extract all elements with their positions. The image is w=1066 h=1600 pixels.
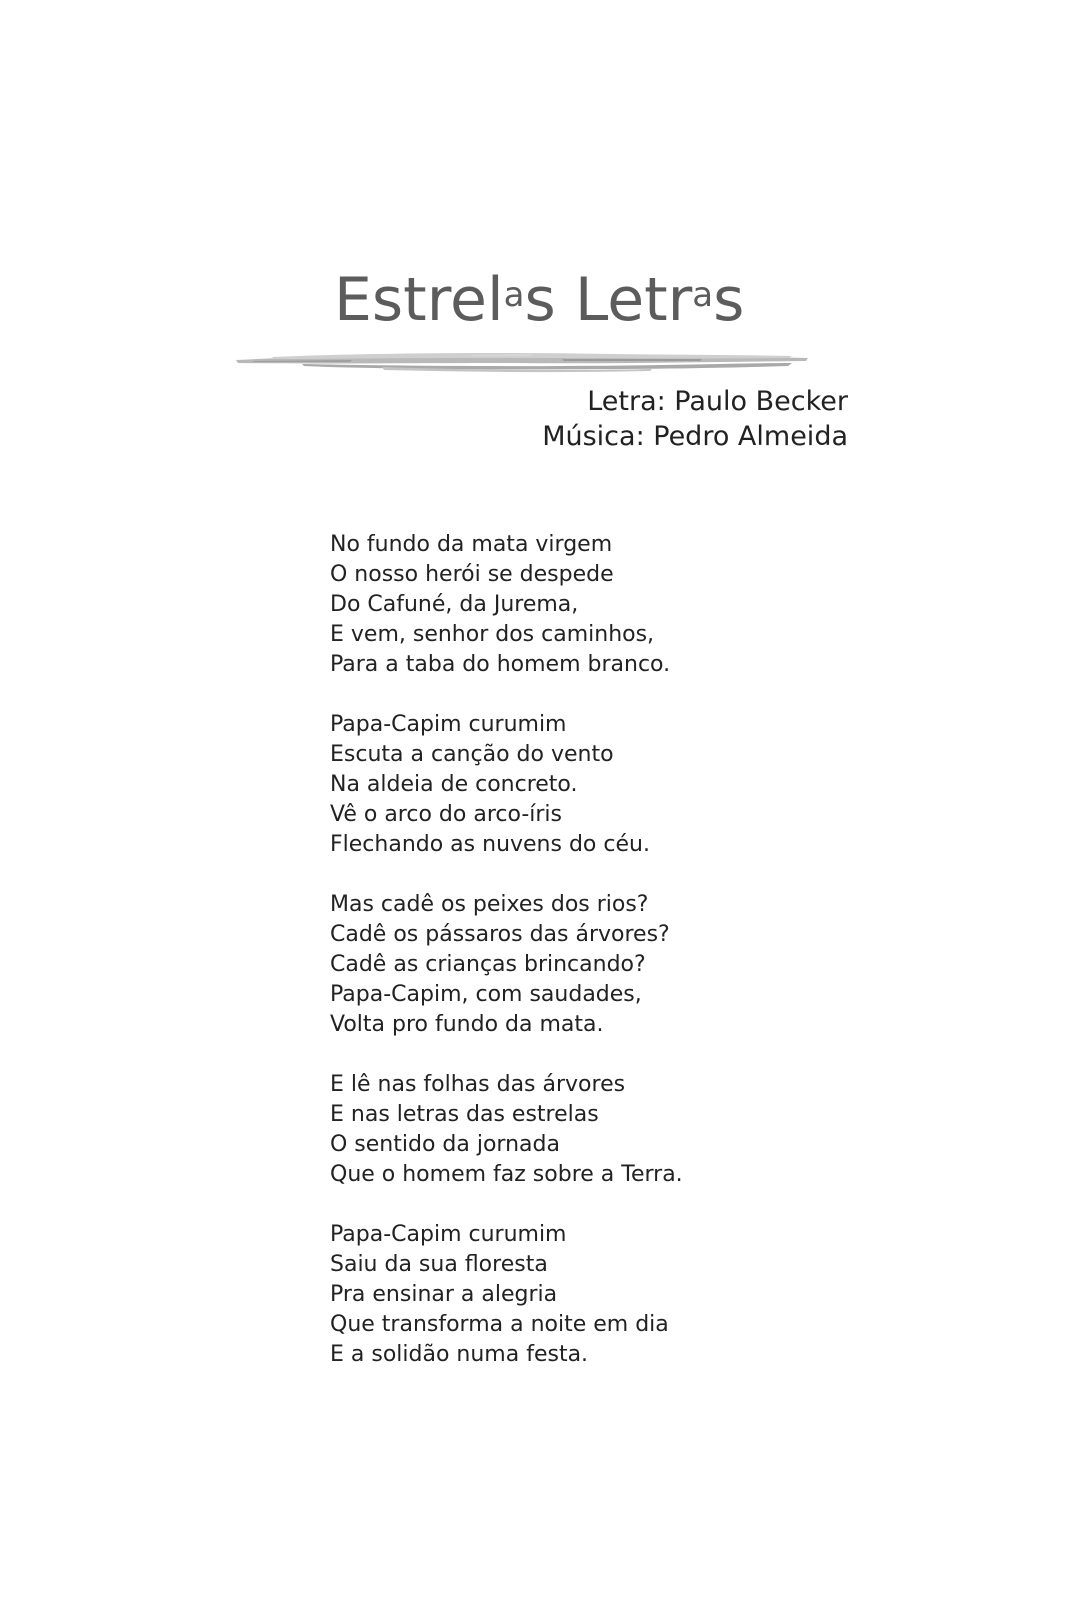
verse-line: Papa-Capim, com saudades, [330,982,642,1007]
lyrics-credit: Letra: Paulo Becker [587,386,848,417]
title-part-2: s Letr [524,265,693,335]
lyrics-body [330,530,683,1400]
title-superscript-2: a [692,275,714,315]
music-credit: Música: Pedro Almeida [542,421,848,452]
verse-line: O nosso herói se despede [330,562,614,587]
verse-line: Vê o arco do arco-íris [330,802,563,827]
verse-line: Para a taba do homem branco. [330,652,671,677]
stanza [330,530,683,680]
stanza [330,710,683,860]
verse-line: Na aldeia de concreto. [330,772,578,797]
verse-line: Do Cafuné, da Jurema, [330,592,579,617]
verse-line: Que o homem faz sobre a Terra. [330,1162,683,1187]
brush-stroke-divider [232,348,812,374]
stanza [330,1070,683,1190]
verse-line: Papa-Capim curumim [330,1222,567,1247]
title-part-3: s [713,265,745,335]
title-part-1: Estrel [334,265,504,335]
verse-line: Pra ensinar a alegria [330,1282,558,1307]
title-superscript-1: a [503,275,525,315]
verse-line: Cadê as crianças brincando? [330,952,646,977]
verse-line: Volta pro fundo da mata. [330,1012,604,1037]
verse-line: E vem, senhor dos caminhos, [330,622,655,647]
verse-line: Flechando as nuvens do céu. [330,832,650,857]
verse-line: E nas letras das estrelas [330,1102,599,1127]
stanza [330,890,683,1040]
verse-line: No fundo da mata virgem [330,532,613,557]
verse-line: Que transforma a noite em dia [330,1312,669,1337]
verse-line: Escuta a canção do vento [330,742,614,767]
verse-line: E lê nas folhas das árvores [330,1072,626,1097]
credits [542,384,848,454]
verse-line: Cadê os pássaros das árvores? [330,922,670,947]
page-title [334,265,745,335]
verse-line: Mas cadê os peixes dos rios? [330,892,649,917]
verse-line: O sentido da jornada [330,1132,560,1157]
stanza [330,1220,683,1370]
verse-line: E a solidão numa festa. [330,1342,589,1367]
verse-line: Saiu da sua floresta [330,1252,548,1277]
verse-line: Papa-Capim curumim [330,712,567,737]
